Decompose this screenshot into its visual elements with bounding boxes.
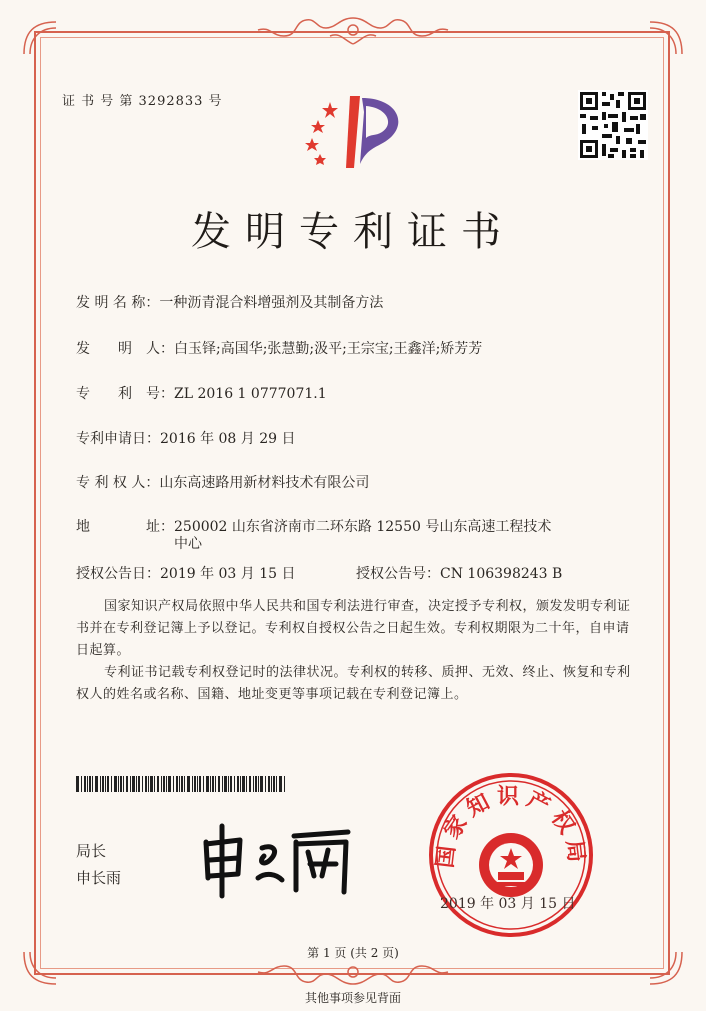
top-ornament-icon	[250, 14, 456, 48]
qr-code-icon	[578, 90, 648, 160]
field-value: ZL 2016 1 0777071.1	[174, 386, 327, 402]
field-value: CN 106398243 B	[440, 566, 563, 582]
field-label: 发 明 人：	[76, 341, 174, 357]
field-invention-name	[76, 292, 383, 312]
field-filing-date	[76, 428, 296, 448]
field-value: 250002 山东省济南市二环东路 12550 号山东高速工程技术	[174, 519, 552, 535]
director-title: 局长	[76, 842, 107, 860]
certificate-number: 证 书 号 第 3292833 号	[62, 94, 223, 109]
field-label: 授权公告号：	[356, 566, 440, 582]
corner-ornament-icon	[646, 18, 686, 58]
field-label: 专 利 号：	[76, 386, 174, 402]
cnipa-logo-icon	[300, 92, 410, 170]
field-patentee	[76, 472, 369, 492]
field-grant-number	[356, 563, 562, 583]
field-value: 山东高速路用新材料技术有限公司	[159, 475, 370, 491]
field-address-line2: 中心	[174, 536, 202, 552]
seal-date: 2019 年 03 月 15 日	[440, 896, 576, 912]
field-inventors	[76, 338, 482, 358]
official-seal-icon	[426, 770, 596, 940]
seal-text: 国家知识产权局	[432, 784, 590, 870]
field-value: 一种沥青混合料增强剂及其制备方法	[159, 295, 384, 311]
footer-note: 其他事项参见背面	[304, 991, 401, 1005]
barcode-icon	[76, 776, 288, 792]
field-value: 2016 年 08 月 29 日	[160, 431, 296, 447]
field-address	[76, 516, 551, 536]
signature-icon	[196, 820, 356, 900]
page-number: 第 1 页 (共 2 页)	[307, 946, 399, 960]
corner-ornament-icon	[20, 18, 60, 58]
field-patent-number	[76, 383, 327, 403]
field-label: 专利申请日：	[76, 431, 160, 447]
field-grant-date	[76, 563, 296, 583]
field-value: 白玉铎;高国华;张慧勤;汲平;王宗宝;王鑫洋;矫芳芳	[174, 341, 483, 357]
field-label: 专 利 权 人：	[76, 475, 160, 491]
director-name: 申长雨	[76, 869, 122, 887]
legal-paragraph: 国家知识产权局依照中华人民共和国专利法进行审查，决定授予专利权，颁发发明专利证书并在专利登记簿上予以登记。专利权自授权公告之日起生效。专利权期限为二十年，自申请日起算。	[76, 599, 631, 658]
bottom-ornament-icon	[250, 958, 456, 988]
field-value: 2019 年 03 月 15 日	[160, 566, 296, 582]
field-label: 地 址：	[76, 519, 174, 535]
page-title: 发明专利证书	[191, 209, 515, 255]
field-label: 授权公告日：	[76, 566, 160, 582]
field-label: 发 明 名 称：	[76, 295, 160, 311]
legal-paragraph: 专利证书记载专利权登记时的法律状况。专利权的转移、质押、无效、终止、恢复和专利权人的姓名或名称、国籍、地址变更等事项记载在专利登记簿上。	[76, 665, 631, 702]
